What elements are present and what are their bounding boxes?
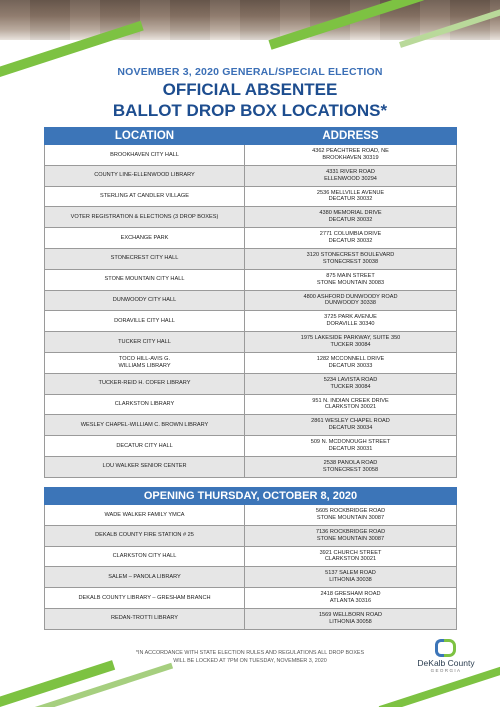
address-cell: 5605 ROCKBRIDGE ROAD STONE MOUNTAIN 30087: [245, 505, 457, 526]
opening-date-heading: OPENING THURSDAY, OCTOBER 8, 2020: [45, 488, 457, 505]
drop-box-locations-table: [44, 127, 457, 478]
table-row: [45, 207, 457, 228]
location-name-cell: STONECREST CITY HALL: [45, 248, 245, 269]
page-title-line-1: OFFICIAL ABSENTEE: [162, 80, 338, 99]
location-name-cell: DUNWOODY CITY HALL: [45, 290, 245, 311]
address-cell: 2536 MELLVILLE AVENUE DECATUR 30032: [245, 186, 457, 207]
address-cell: 3120 STONECREST BOULEVARD STONECREST 30038: [245, 248, 457, 269]
table-row: [45, 186, 457, 207]
address-cell: 1282 MCCONNELL DRIVE DECATUR 30033: [245, 352, 457, 373]
table-row: [45, 525, 457, 546]
table-row: [45, 165, 457, 186]
page-title-line-2: BALLOT DROP BOX LOCATIONS*: [112, 101, 388, 120]
address-cell: 5234 LAVISTA ROAD TUCKER 30084: [245, 373, 457, 394]
table-row: [45, 415, 457, 436]
dekalb-county-logo: [408, 639, 484, 673]
location-name-cell: DECATUR CITY HALL: [45, 436, 245, 457]
address-cell: 3725 PARK AVENUE DORAVILLE 30340: [245, 311, 457, 332]
table-row: [45, 311, 457, 332]
address-cell: 4331 RIVER ROAD ELLENWOOD 30294: [245, 165, 457, 186]
column-header-location: LOCATION: [45, 128, 245, 145]
location-name-cell: COUNTY LINE-ELLENWOOD LIBRARY: [45, 165, 245, 186]
logo-county-name: DeKalb County: [417, 658, 475, 668]
table-row: [45, 290, 457, 311]
location-name-cell: SALEM – PANOLA LIBRARY: [45, 567, 245, 588]
table-row: [45, 588, 457, 609]
location-name-cell: REDAN-TROTTI LIBRARY: [45, 608, 245, 629]
dekalb-dc-logo-icon: [435, 639, 457, 657]
location-name-cell: DEKALB COUNTY LIBRARY – GRESHAM BRANCH: [45, 588, 245, 609]
table-row: [45, 394, 457, 415]
table-row: [45, 505, 457, 526]
table-row: [45, 456, 457, 477]
location-name-cell: DORAVILLE CITY HALL: [45, 311, 245, 332]
table-row: [45, 436, 457, 457]
address-cell: 3921 CHURCH STREET CLARKSTON 30021: [245, 546, 457, 567]
table-row: [45, 373, 457, 394]
address-cell: 1975 LAKESIDE PARKWAY, SUITE 350 TUCKER 30084: [245, 332, 457, 353]
location-name-cell: WADE WALKER FAMILY YMCA: [45, 505, 245, 526]
address-cell: 4362 PEACHTREE ROAD, NE BROOKHAVEN 30319: [245, 145, 457, 166]
table-row: [45, 228, 457, 249]
location-name-cell: LOU WALKER SENIOR CENTER: [45, 456, 245, 477]
location-name-cell: STERLING AT CANDLER VILLAGE: [45, 186, 245, 207]
opening-oct-8-table: [44, 487, 457, 630]
location-name-cell: DEKALB COUNTY FIRE STATION # 25: [45, 525, 245, 546]
table-row: [45, 269, 457, 290]
address-cell: 2771 COLUMBIA DRIVE DECATUR 30032: [245, 228, 457, 249]
location-name-cell: STONE MOUNTAIN CITY HALL: [45, 269, 245, 290]
logo-state-name: GEORGIA: [430, 668, 462, 673]
address-cell: 2861 WESLEY CHAPEL ROAD DECATUR 30034: [245, 415, 457, 436]
location-name-cell: TUCKER-REID H. COFER LIBRARY: [45, 373, 245, 394]
address-cell: 5137 SALEM ROAD LITHONIA 30038: [245, 567, 457, 588]
address-cell: 875 MAIN STREET STONE MOUNTAIN 30083: [245, 269, 457, 290]
location-name-cell: CLARKSTON CITY HALL: [45, 546, 245, 567]
column-header-address: ADDRESS: [245, 128, 457, 145]
table-row: [45, 352, 457, 373]
address-cell: 951 N. INDIAN CREEK DRIVE CLARKSTON 30021: [245, 394, 457, 415]
location-name-cell: CLARKSTON LIBRARY: [45, 394, 245, 415]
address-cell: 509 N. MCDONOUGH STREET DECATUR 30031: [245, 436, 457, 457]
location-name-cell: EXCHANGE PARK: [45, 228, 245, 249]
page-header: [0, 66, 500, 120]
location-name-cell: WESLEY CHAPEL-WILLIAM C. BROWN LIBRARY: [45, 415, 245, 436]
table-row: [45, 145, 457, 166]
election-date: NOVEMBER 3, 2020 GENERAL/SPECIAL ELECTION: [117, 66, 383, 78]
address-cell: 1569 WELLBORN ROAD LITHONIA 30058: [245, 608, 457, 629]
address-cell: 2538 PANOLA ROAD STONECREST 30058: [245, 456, 457, 477]
address-cell: 4380 MEMORIAL DRIVE DECATUR 30032: [245, 207, 457, 228]
table-row: [45, 608, 457, 629]
location-name-cell: TUCKER CITY HALL: [45, 332, 245, 353]
table-row: [45, 248, 457, 269]
footnote: *IN ACCORDANCE WITH STATE ELECTION RULES AND REGULATIONS ALL DROP BOXES WILL BE LOCKED AT 7PM ON TUESDAY, NOVEMBER 3, 2020: [135, 650, 365, 664]
location-name-cell: TOCO HILL-AVIS G. WILLIAMS LIBRARY: [45, 352, 245, 373]
location-name-cell: VOTER REGISTRATION & ELECTIONS (3 DROP BOXES): [45, 207, 245, 228]
address-cell: 7136 ROCKBRIDGE ROAD STONE MOUNTAIN 30087: [245, 525, 457, 546]
table-row: [45, 332, 457, 353]
location-name-cell: BROOKHAVEN CITY HALL: [45, 145, 245, 166]
address-cell: 2418 GRESHAM ROAD ATLANTA 30316: [245, 588, 457, 609]
table-row: [45, 567, 457, 588]
address-cell: 4800 ASHFORD DUNWOODY ROAD DUNWOODY 30338: [245, 290, 457, 311]
table-row: [45, 546, 457, 567]
